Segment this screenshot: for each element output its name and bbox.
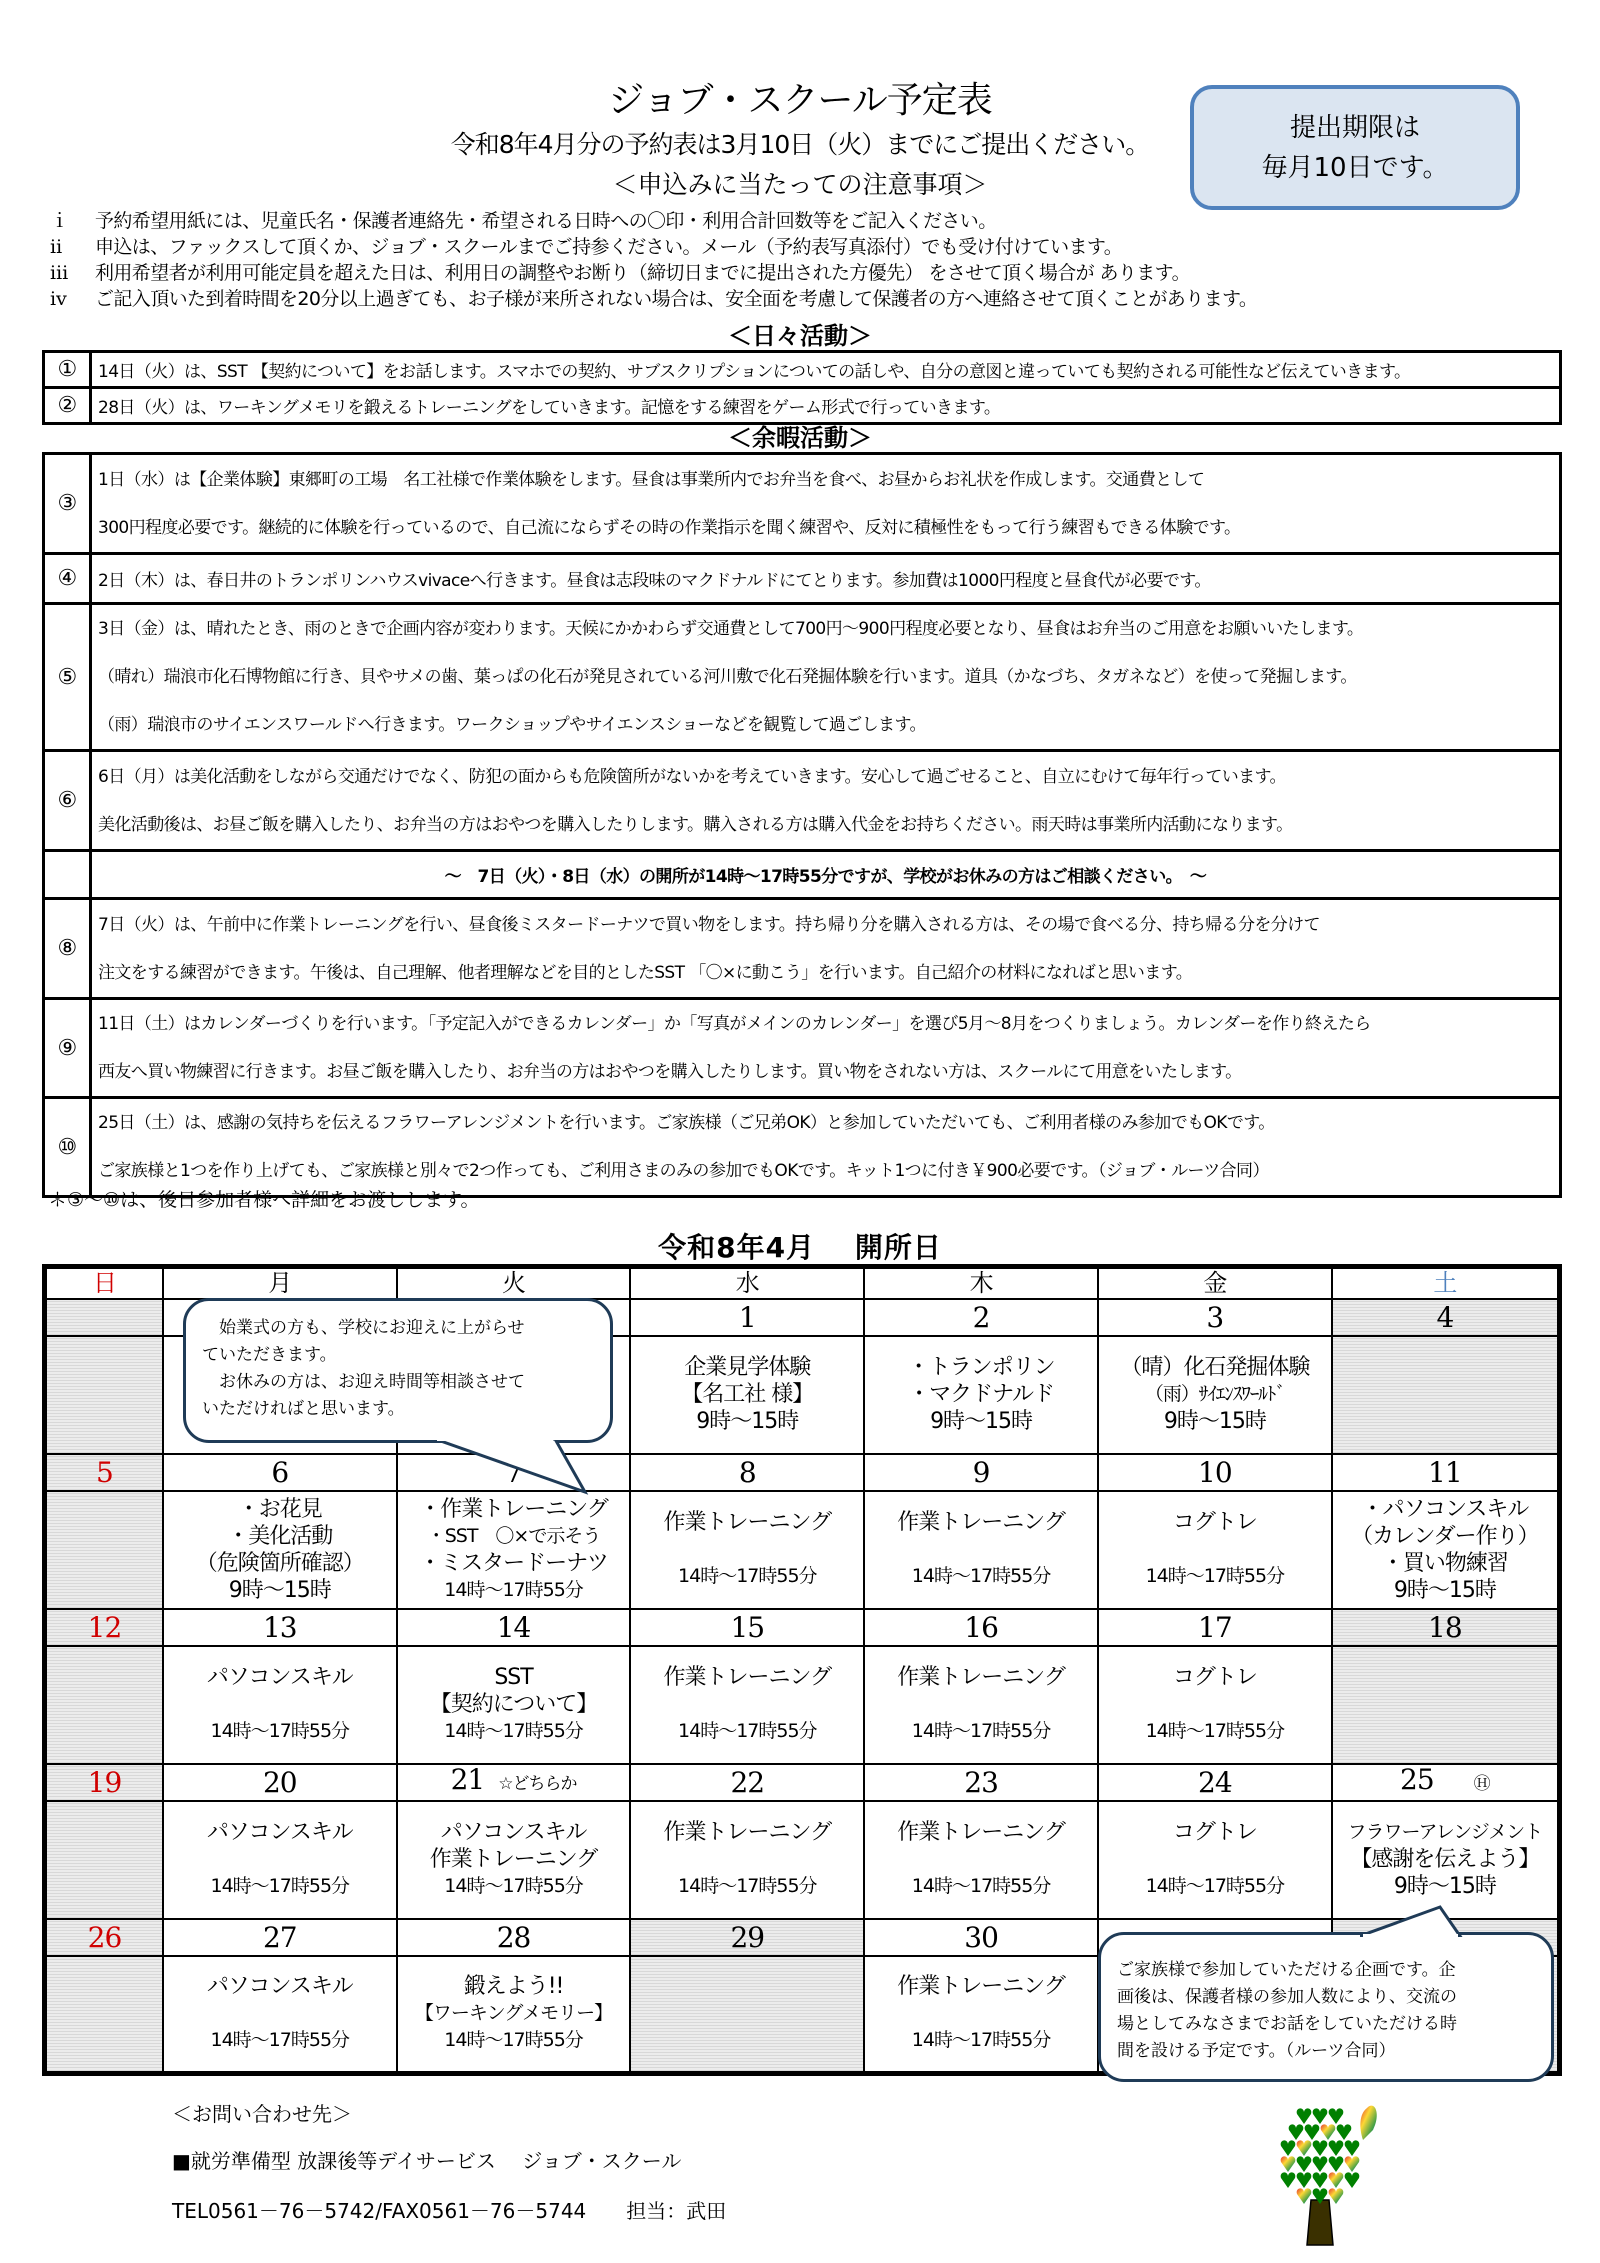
date-number: 15	[730, 1610, 765, 1644]
heart-leaf-icon	[1313, 2156, 1328, 2172]
note-text: 予約希望用紙には、児童氏名・保護者連絡先・希望される日時への〇印・利用合計回数等をご記入ください。	[95, 210, 997, 232]
event-line: 【ワーキングメモリー】	[414, 2002, 613, 2025]
event-cell	[45, 1801, 163, 1919]
activity-number: ⑩	[44, 1098, 91, 1197]
heart-leaf-icon	[1329, 2172, 1344, 2188]
event-cell	[630, 1956, 864, 2074]
date-number: 20	[262, 1765, 297, 1799]
note-item	[50, 232, 1122, 259]
event-line: パソコンスキル	[440, 1820, 587, 1845]
date-cell	[630, 1454, 864, 1491]
activity-number	[44, 851, 91, 899]
event-line: 作業トレーニング	[663, 1665, 832, 1690]
event-cell	[163, 1801, 397, 1919]
date-number: 30	[964, 1920, 998, 1954]
event-line: 9時～15時	[1393, 1874, 1496, 1899]
deadline-line-1: 提出期限は	[1289, 112, 1420, 143]
event-line: ・トランポリン	[907, 1355, 1055, 1380]
note-item	[50, 284, 1257, 311]
weekday-mon: 月	[163, 1267, 397, 1299]
event-line: ・SST 〇×で示そう	[426, 1524, 601, 1547]
heart-leaf-icon	[1313, 2140, 1328, 2156]
activity-number: ⑨	[44, 999, 91, 1098]
event-cell	[45, 1491, 163, 1609]
event-line	[164, 2000, 396, 2027]
speech-bubble-tail	[1360, 1905, 1480, 1937]
activity-line: 西友へ買い物練習に行きます。お昼ご飯を購入したり、お弁当の方はおやつを購入したりします。買い物をされない方は、スクールにて用意をいたします。	[98, 1062, 1242, 1082]
activity-text	[91, 604, 1561, 751]
date-cell	[630, 1609, 864, 1646]
date-number: 10	[1198, 1455, 1232, 1489]
event-line: 企業見学体験	[684, 1355, 811, 1380]
event-cell	[864, 1956, 1098, 2074]
date-cell	[864, 1454, 1098, 1491]
activity-number: ③	[44, 454, 91, 554]
heart-leaf-icon	[1297, 2108, 1312, 2124]
heart-leaf-icon	[1345, 2172, 1360, 2188]
event-cell	[1098, 1336, 1332, 1454]
leisure-heading: ＜余暇活動＞	[728, 424, 872, 452]
event-cell	[45, 1646, 163, 1764]
heart-leaf-icon	[1297, 2140, 1312, 2156]
event-line: ・お花見	[237, 1496, 322, 1522]
activity-line: 美化活動後は、お昼ご飯を購入したり、お弁当の方はおやつを購入したりします。購入される方は購入代金をお持ちください。雨天時は事業所内活動になります。	[98, 814, 1293, 835]
event-line: 鍛えよう!!	[463, 1974, 564, 2000]
event-line: 作業トレーニング	[897, 1974, 1065, 2000]
date-number: 26	[87, 1920, 122, 1954]
note-number: ｉ	[50, 210, 69, 232]
calendar-title: 令和8年4月 開所日	[658, 1231, 942, 1264]
event-cell	[1098, 1801, 1332, 1919]
event-cell	[45, 1336, 163, 1454]
event-cell	[1332, 1336, 1560, 1454]
event-line: パソコンスキル	[206, 1820, 353, 1845]
note-number: ⅱ	[50, 236, 62, 258]
event-line	[1099, 1846, 1331, 1873]
activity-text	[91, 554, 1561, 604]
activity-line: 注文をする練習ができます。午後は、自己理解、他者理解などを目的としたSST 「〇×に動こう」を行います。自己紹介の材料になればと思います。	[98, 962, 1193, 983]
event-line	[865, 1536, 1097, 1563]
event-line: 14時～17時55分	[444, 1720, 583, 1742]
activity-number: ⑥	[44, 751, 91, 851]
footnote: ＊③～⑩は、後日参加者様へ詳細をお渡しします。	[48, 1189, 480, 1211]
activity-number: ⑧	[44, 899, 91, 999]
event-line: コグトレ	[1172, 1665, 1257, 1690]
date-number: 27	[262, 1920, 297, 1954]
event-line: （危険箇所確認）	[195, 1550, 364, 1576]
event-line	[1099, 1691, 1331, 1718]
date-number: 8	[738, 1455, 756, 1489]
event-cell	[864, 1491, 1098, 1609]
activity-text	[91, 751, 1561, 851]
date-number: 7	[505, 1455, 522, 1489]
deadline-callout	[1190, 85, 1520, 210]
activity-text	[91, 999, 1561, 1098]
event-line: 14時～17時55分	[1145, 1875, 1285, 1897]
activity-line: ご家族様と1つを作り上げても、ご家族様と別々で2つ作っても、ご利用さまのみの参加でもOKです。キット1つに付き￥900必要です。（ジョブ・ルーツ合同）	[98, 1161, 1269, 1181]
date-number: 28	[496, 1920, 531, 1954]
event-cell	[864, 1801, 1098, 1919]
event-row	[45, 1801, 1560, 1919]
event-cell	[1332, 1646, 1560, 1764]
speech-bubble-tail	[420, 1440, 600, 1500]
activity-line: 14日（火）は、SST 【契約について】をお話します。スマホでの契約、サブスクリプションについての話しや、自分の意図と違っていても契約される可能性など伝えていきます。	[98, 362, 1411, 382]
note-item	[50, 206, 997, 233]
note-text: 申込は、ファックスして頂くか、ジョブ・スクールまでご持参ください。メール（予約表写真添付）でも受け付けています。	[95, 236, 1123, 258]
date-cell	[45, 1764, 163, 1801]
activity-text	[91, 899, 1561, 999]
activity-line: 3日（金）は、晴れたとき、雨のときで企画内容が変わります。天候にかかわらず交通費として700円～900円程度必要となり、昼食はお弁当のご用意をお願いいたします。	[98, 619, 1364, 639]
event-line	[631, 1691, 863, 1718]
weekday-wed: 水	[630, 1267, 864, 1299]
event-line	[865, 1846, 1097, 1873]
note-text: ご記入頂いた到着時間を20分以上過ぎても、お子様が来所されない場合は、安全面を考慮して保護者の方へ連絡させて頂くことがあります。	[95, 288, 1258, 310]
activity-row	[44, 554, 1561, 604]
date-cell	[1098, 1609, 1332, 1646]
date-number: 18	[1428, 1610, 1462, 1644]
date-number: 13	[262, 1610, 297, 1644]
heart-leaf-icon	[1297, 2172, 1312, 2188]
date-number: 23	[964, 1765, 998, 1799]
event-row	[45, 1491, 1560, 1609]
date-number: 12	[87, 1610, 122, 1644]
heart-leaf-icon	[1345, 2156, 1360, 2172]
date-cell	[1332, 1764, 1560, 1801]
event-line: 14時～17時55分	[911, 2029, 1051, 2052]
event-cell	[630, 1336, 864, 1454]
event-cell	[397, 1801, 631, 1919]
date-cell	[163, 1764, 397, 1801]
deadline-line-2: 毎月10日です。	[1261, 152, 1449, 183]
event-line: 14時～17時55分	[444, 2029, 583, 2052]
note-item	[50, 258, 1190, 285]
event-line: 作業トレーニング	[897, 1665, 1065, 1690]
contact-org: ■就労準備型 放課後等デイサービス ジョブ・スクール	[172, 2149, 682, 2173]
date-number: 22	[730, 1765, 765, 1799]
activity-row	[44, 1098, 1561, 1197]
event-line: 9時～15時	[1393, 1577, 1496, 1603]
bubble-line: いただければと思います。	[202, 1399, 405, 1419]
activity-text	[91, 352, 1561, 388]
event-cell	[1332, 1801, 1560, 1919]
event-line: 14時～17時55分	[444, 1578, 583, 1601]
event-cell	[630, 1801, 864, 1919]
bubble-line: 間を設ける予定です。（ルーツ合同）	[1117, 2041, 1396, 2061]
note-number: ⅳ	[50, 288, 67, 310]
event-line: 14時～17時55分	[911, 1875, 1051, 1897]
date-number: 6	[271, 1455, 289, 1489]
event-cell	[397, 1491, 631, 1609]
event-line: 14時～17時55分	[1145, 1565, 1285, 1587]
event-line	[164, 1846, 396, 1873]
contact-heading: ＜お問い合わせ先＞	[172, 2102, 352, 2126]
event-cell	[163, 1956, 397, 2074]
activity-notice: ～ 7日（火）・8日（水）の開所が14時～17時55分ですが、学校がお休みの方はご相談ください。 ～	[91, 851, 1561, 899]
heart-leaf-icon	[1337, 2124, 1352, 2140]
event-cell	[864, 1646, 1098, 1764]
activity-line: 25日（土）は、感謝の気持ちを伝えるフラワーアレンジメントを行います。ご家族様（ご兄弟OK）と参加していただいても、ご利用者様のみ参加でもOKです。	[98, 1113, 1275, 1133]
event-line: 作業トレーニング	[663, 1510, 832, 1535]
date-cell	[1098, 1764, 1332, 1801]
date-cell	[864, 1299, 1098, 1336]
event-line: コグトレ	[1172, 1820, 1257, 1845]
either-mark: ☆どちらか	[498, 1774, 577, 1794]
activity-row	[44, 751, 1561, 851]
heart-leaf-icon	[1297, 2188, 1312, 2204]
date-number-row	[45, 1609, 1560, 1646]
event-line	[865, 1691, 1097, 1718]
bubble-line: 始業式の方も、学校にお迎えに上がらせ	[202, 1318, 525, 1338]
date-cell	[1098, 1454, 1332, 1491]
activity-line: 7日（火）は、午前中に作業トレーニングを行い、昼食後ミスタードーナツで買い物をします。持ち帰り分を購入される方は、その場で食べる分、持ち帰る分を分けて	[98, 914, 1320, 935]
speech-bubble-family	[1098, 1932, 1554, 2082]
date-number: 3	[1206, 1300, 1224, 1334]
heart-leaf-icon	[1305, 2124, 1320, 2140]
date-number: 9	[972, 1455, 990, 1489]
heart-leaf-icon	[1281, 2156, 1296, 2172]
daily-activities-table	[42, 350, 1562, 425]
date-cell	[864, 1609, 1098, 1646]
date-cell	[1332, 1609, 1560, 1646]
event-cell	[1098, 1491, 1332, 1609]
event-line	[164, 1691, 396, 1718]
event-line: 【名工社 様】	[681, 1382, 814, 1407]
page-title: ジョブ・スクール予定表	[608, 80, 992, 121]
weekday-thu: 木	[864, 1267, 1098, 1299]
heart-leaf-icon	[1321, 2124, 1336, 2140]
weekday-sun: 日	[45, 1267, 163, 1299]
activity-row	[44, 352, 1561, 388]
event-line: （晴）化石発掘体験	[1120, 1355, 1310, 1380]
activity-number: ④	[44, 554, 91, 604]
note-text: 利用希望者が利用可能定員を超えた日は、利用日の調整やお断り（締切日までに提出された方優先） をさせて頂く場合が あります。	[95, 262, 1190, 284]
event-line: 作業トレーニング	[897, 1510, 1065, 1535]
holiday-mark-icon: Ⓗ	[1473, 1774, 1490, 1794]
event-line: ・マクドナルド	[908, 1382, 1055, 1407]
heart-tree-logo-icon	[1255, 2100, 1385, 2250]
date-cell	[1332, 1299, 1560, 1336]
activity-row	[44, 454, 1561, 554]
date-cell	[163, 1454, 397, 1491]
bubble-line: お休みの方は、お迎え時間等相談させて	[202, 1372, 525, 1392]
date-number: 24	[1198, 1765, 1232, 1799]
date-cell	[630, 1919, 864, 1956]
event-cell	[163, 1646, 397, 1764]
heart-leaf-icon	[1297, 2156, 1312, 2172]
event-cell	[1098, 1646, 1332, 1764]
activity-line: 2日（木）は、春日井のトランポリンハウスvivaceへ行きます。昼食は志段味のマクドナルドにてとります。参加費は1000円程度と昼食代が必要です。	[98, 571, 1211, 591]
event-line: 9時～15時	[1163, 1409, 1266, 1434]
event-line: ・作業トレーニング	[419, 1496, 608, 1522]
activity-number: ⑤	[44, 604, 91, 751]
date-number: 2	[972, 1300, 990, 1334]
activity-line: （雨）瑞浪市のサイエンスワールドへ行きます。ワークショップやサイエンスショーなどを観覧して過ごします。	[98, 715, 926, 735]
activity-row	[44, 899, 1561, 999]
date-cell	[163, 1609, 397, 1646]
heart-leaf-icon	[1281, 2172, 1296, 2188]
event-cell	[630, 1491, 864, 1609]
event-line: フラワーアレンジメント	[1347, 1821, 1543, 1843]
date-cell	[1332, 1454, 1560, 1491]
event-cell	[1332, 1491, 1560, 1609]
daily-heading: ＜日々活動＞	[728, 322, 872, 350]
date-number: 25	[1400, 1763, 1434, 1796]
event-line: 14時～17時55分	[1145, 1720, 1285, 1742]
event-line	[865, 2000, 1097, 2027]
bubble-line: 画後は、保護者様の参加人数により、交流の	[1117, 1987, 1457, 2007]
heart-leaf-icon	[1329, 2140, 1344, 2156]
event-line: パソコンスキル	[206, 1665, 353, 1690]
event-line	[631, 1536, 863, 1563]
date-cell	[864, 1764, 1098, 1801]
weekday-header-row	[45, 1267, 1560, 1299]
date-number: 1	[738, 1300, 756, 1334]
event-line: 作業トレーニング	[897, 1820, 1065, 1845]
date-number: 5	[96, 1455, 113, 1489]
event-line	[1099, 1536, 1331, 1563]
activity-line: 1日（水）は【企業体験】東郷町の工場 名工社様で作業体験をします。昼食は事業所内でお弁当を食べ、お昼からお礼状を作成します。交通費として	[98, 469, 1205, 490]
bubble-line: ご家族様で参加していただける企画です。企	[1117, 1960, 1456, 1980]
date-cell	[397, 1764, 631, 1801]
date-cell	[630, 1764, 864, 1801]
date-number: 29	[730, 1920, 765, 1954]
activity-notice-row	[44, 851, 1561, 899]
event-line: 14時～17時55分	[678, 1565, 817, 1587]
date-number-row	[45, 1764, 1560, 1801]
activity-number: ②	[44, 388, 91, 424]
event-line: ・買い物練習	[1381, 1550, 1508, 1576]
activity-text	[91, 454, 1561, 554]
heart-leaf-icon	[1329, 2156, 1344, 2172]
activity-row	[44, 604, 1561, 751]
date-cell	[163, 1919, 397, 1956]
date-cell	[45, 1609, 163, 1646]
event-line: 14時～17時55分	[678, 1720, 817, 1742]
activity-line: 300円程度必要です。継続的に体験を行っているので、自己流にならずその時の作業指示を聞く練習や、反対に積極性をもって行う練習もできる体験です。	[98, 517, 1241, 538]
note-number: ⅲ	[50, 262, 68, 284]
speech-bubble-pickup	[183, 1298, 613, 1443]
heart-leaf-icon	[1345, 2140, 1360, 2156]
activity-number: ①	[44, 352, 91, 388]
heart-leaf-icon	[1313, 2172, 1328, 2188]
heart-leaf-icon	[1329, 2188, 1344, 2204]
date-cell	[630, 1299, 864, 1336]
date-cell	[45, 1299, 163, 1336]
event-line: ・パソコンスキル	[1361, 1496, 1529, 1522]
event-cell	[45, 1956, 163, 2074]
date-number: 4	[1436, 1300, 1454, 1334]
event-line: パソコンスキル	[206, 1974, 353, 2000]
event-line: 9時～15時	[696, 1409, 799, 1434]
notes-heading: ＜申込みに当たっての注意事項＞	[612, 170, 988, 199]
event-row	[45, 1646, 1560, 1764]
bubble-line: ていただきます。	[202, 1345, 337, 1365]
event-cell	[163, 1491, 397, 1609]
page-subtitle: 令和8年4月分の予約表は3月10日（火）までにご提出ください。	[450, 130, 1150, 159]
event-cell	[397, 1956, 631, 2074]
activity-line: 11日（土）はカレンダーづくりを行います。「予定記入ができるカレンダー」か「写真がメインのカレンダー」を選び5月～8月をつくりましょう。カレンダーを作り終えたら	[98, 1014, 1371, 1034]
heart-leaf-icon	[1313, 2108, 1328, 2124]
date-number: 16	[964, 1610, 998, 1644]
date-cell	[45, 1919, 163, 1956]
date-number: 21	[450, 1763, 485, 1796]
event-line: SST	[494, 1665, 533, 1690]
weekday-sat: 土	[1332, 1267, 1560, 1299]
activity-line: 28日（火）は、ワーキングメモリを鍛えるトレーニングをしていきます。記憶をする練習をゲーム形式で行っていきます。	[98, 398, 1001, 418]
event-line: 14時～17時55分	[210, 2029, 350, 2052]
event-line: 14時～17時55分	[911, 1720, 1051, 1742]
contact-phone: TEL0561－76－5742/FAX0561－76－5744 担当：武田	[172, 2199, 727, 2223]
event-cell	[864, 1336, 1098, 1454]
event-line: 作業トレーニング	[663, 1820, 832, 1845]
weekday-tue: 火	[397, 1267, 631, 1299]
date-cell	[45, 1454, 163, 1491]
activity-row	[44, 999, 1561, 1098]
date-number-row	[45, 1454, 1560, 1491]
activity-text	[91, 1098, 1561, 1197]
event-line: 14時～17時55分	[911, 1565, 1051, 1587]
event-line: ・ミスタードーナツ	[419, 1550, 608, 1576]
event-line: （雨）ｻｲｴﾝｽﾜｰﾙﾄﾞ	[1144, 1383, 1285, 1405]
event-line: 作業トレーニング	[429, 1847, 598, 1872]
date-number: 17	[1198, 1610, 1232, 1644]
event-line: 14時～17時55分	[210, 1875, 350, 1897]
event-line: 【契約について】	[429, 1692, 598, 1717]
date-cell	[397, 1609, 631, 1646]
date-number: 11	[1428, 1455, 1462, 1489]
activity-line: （晴れ）瑞浪市化石博物館に行き、貝やサメの歯、葉っぱの化石が発見されている河川敷で化石発掘体験を行います。道具（かなづち、タガネなど）を使って発掘します。	[98, 667, 1357, 687]
event-line: 9時～15時	[930, 1409, 1033, 1434]
event-cell	[397, 1646, 631, 1764]
event-line: （カレンダー作り）	[1351, 1523, 1539, 1549]
date-cell	[864, 1919, 1098, 1956]
weekday-fri: 金	[1098, 1267, 1332, 1299]
event-line: コグトレ	[1172, 1510, 1257, 1535]
date-number: 19	[87, 1765, 122, 1799]
event-line: ・美化活動	[227, 1523, 333, 1549]
event-line	[631, 1846, 863, 1873]
event-line: 14時～17時55分	[210, 1720, 350, 1742]
event-line: 14時～17時55分	[678, 1875, 817, 1897]
date-cell	[397, 1919, 631, 1956]
activity-line: 6日（月）は美化活動をしながら交通だけでなく、防犯の面からも危険箇所がないかを考えていきます。安心して過ごせること、自立にむけて毎年行っています。	[98, 766, 1286, 787]
heart-leaf-icon	[1281, 2140, 1296, 2156]
date-cell	[1098, 1299, 1332, 1336]
event-cell	[630, 1646, 864, 1764]
date-number: 14	[496, 1610, 531, 1644]
heart-leaf-icon	[1289, 2124, 1304, 2140]
bubble-line: 場としてみなさまでお話をしていただける時	[1117, 2014, 1457, 2034]
leisure-activities-table	[42, 452, 1562, 1198]
heart-leaf-icon	[1329, 2108, 1344, 2124]
event-line: 【感謝を伝えよう】	[1350, 1847, 1540, 1872]
event-line: 9時～15時	[228, 1577, 331, 1603]
event-line: 14時～17時55分	[444, 1875, 583, 1897]
